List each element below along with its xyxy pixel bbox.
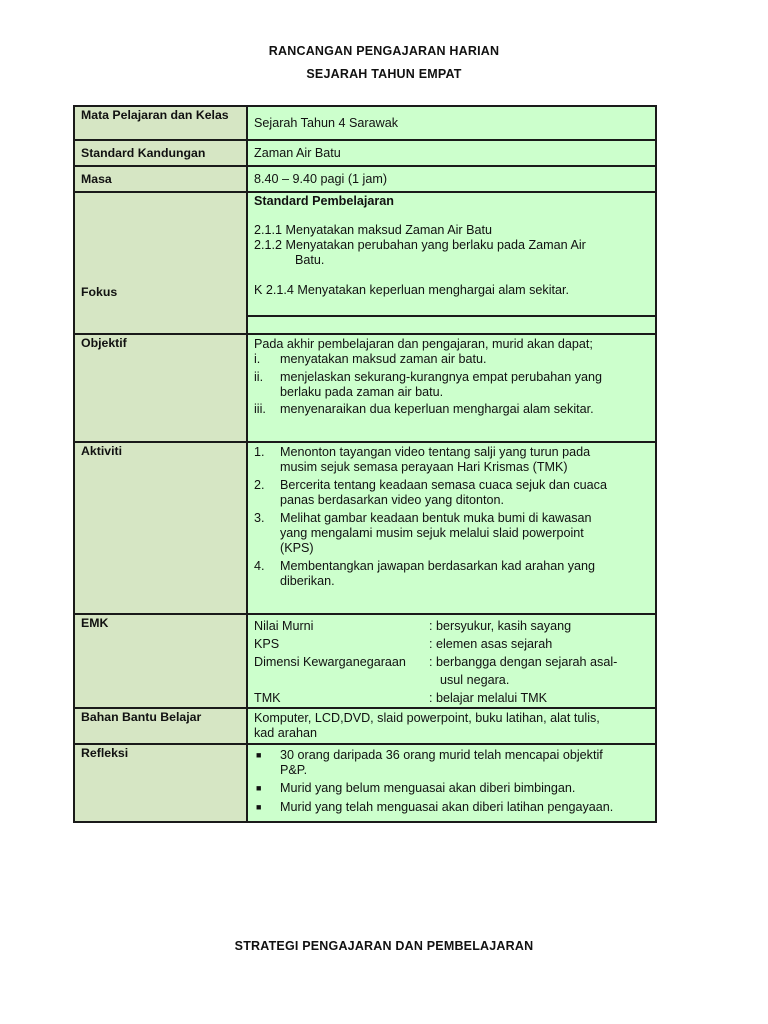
label-emk [74, 614, 247, 708]
refleksi-3-line-1: Murid yang telah menguasai akan diberi latihan pengayaan. [280, 800, 614, 814]
aktiviti-3-line-3: (KPS) [280, 541, 314, 555]
value-emk [247, 614, 656, 708]
aktiviti-marker-2: 2. [254, 478, 265, 492]
aktiviti-item-2 [254, 478, 649, 508]
aktiviti-marker-3: 3. [254, 511, 265, 525]
objektif-text-1: menyatakan maksud zaman air batu. [280, 352, 487, 366]
bahan-line-1: Komputer, LCD,DVD, slaid powerpoint, buku latihan, alat tulis, [254, 711, 600, 725]
aktiviti-1-line-2: musim sejuk semasa perayaan Hari Krismas (TMK) [280, 460, 568, 474]
fokus-k-item: K 2.1.4 Menyatakan keperluan menghargai alam sekitar. [254, 283, 570, 297]
aktiviti-marker-4: 4. [254, 559, 265, 573]
fokus-label-text: Fokus [81, 285, 118, 299]
row-bahan-bantu [74, 708, 656, 744]
aktiviti-4-line-1: Membentangkan jawapan berdasarkan kad arahan yang [280, 559, 596, 573]
emk-label-text: EMK [81, 616, 109, 630]
aktiviti-item-3 [254, 511, 649, 556]
refleksi-label-text: Refleksi [81, 746, 129, 760]
row-fokus [74, 192, 656, 334]
emk-dimensi-value: : berbangga dengan sejarah asal- [429, 655, 618, 669]
row-objektif [74, 334, 656, 442]
fokus-item-2-cont: Batu. [295, 253, 325, 267]
mata-value-text: Sejarah Tahun 4 Sarawak [254, 115, 398, 130]
emk-nilai-key: Nilai Murni [254, 619, 314, 633]
row-refleksi [74, 744, 656, 822]
row-standard-kandungan [74, 140, 656, 166]
fokus-heading: Standard Pembelajaran [254, 194, 394, 208]
fokus-item-1: 2.1.1 Menyatakan maksud Zaman Air Batu [254, 223, 493, 237]
page-subtitle: SEJARAH TAHUN EMPAT [306, 67, 462, 81]
aktiviti-item-1 [254, 445, 649, 475]
emk-nilai-murni [254, 617, 649, 635]
objektif-intro: Pada akhir pembelajaran dan pengajaran, murid akan dapat; [254, 337, 593, 351]
row-masa [74, 166, 656, 192]
emk-kps-value: : elemen asas sejarah [429, 637, 553, 651]
value-bahan-bantu [247, 708, 656, 744]
fokus-divider [248, 315, 655, 332]
label-standard-kandungan [74, 140, 247, 166]
bahan-line-2: kad arahan [254, 726, 318, 740]
label-fokus [74, 192, 247, 334]
page-title: RANCANGAN PENGAJARAN HARIAN [268, 44, 500, 58]
objektif-marker-2: ii. [254, 370, 264, 384]
aktiviti-4-line-2: diberikan. [280, 574, 335, 588]
label-bahan-bantu [74, 708, 247, 744]
label-refleksi [74, 744, 247, 822]
refleksi-item-2 [254, 781, 649, 796]
emk-dimensi-cont-text: usul negara. [440, 673, 510, 687]
square-bullet-icon: ■ [256, 750, 262, 760]
emk-kps [254, 635, 649, 653]
row-emk [74, 614, 656, 708]
emk-nilai-value: : bersyukur, kasih sayang [429, 619, 572, 633]
refleksi-item-3 [254, 800, 649, 815]
value-aktiviti [247, 442, 656, 614]
objektif-item-3 [254, 402, 649, 417]
label-objektif [74, 334, 247, 442]
value-fokus [247, 192, 656, 334]
aktiviti-3-line-2: yang mengalami musim sejuk melalui slaid powerpoint [280, 526, 584, 540]
value-standard-kandungan [247, 140, 656, 166]
aktiviti-3-line-1: Melihat gambar keadaan bentuk muka bumi di kawasan [280, 511, 592, 525]
aktiviti-2-line-2: panas berdasarkan video yang ditonton. [280, 493, 505, 507]
row-mata-pelajaran [74, 106, 656, 140]
masa-value-text: 8.40 – 9.40 pagi (1 jam) [254, 171, 388, 186]
value-mata-pelajaran [247, 106, 656, 140]
objektif-marker-1: i. [254, 352, 261, 366]
aktiviti-1-line-1: Menonton tayangan video tentang salji yang turun pada [280, 445, 591, 459]
row-aktiviti [74, 442, 656, 614]
emk-tmk [254, 689, 649, 707]
aktiviti-marker-1: 1. [254, 445, 265, 459]
objektif-text-2a: menjelaskan sekurang-kurangnya empat perubahan yang [280, 370, 603, 384]
objektif-item-2 [254, 370, 649, 400]
refleksi-1-line-1: 30 orang daripada 36 orang murid telah mencapai objektif [280, 748, 603, 762]
aktiviti-item-4 [254, 559, 649, 589]
label-mata-pelajaran: Mata Pelajaran dan Kelas [74, 106, 247, 140]
masa-label-text: Masa [81, 172, 112, 186]
refleksi-item-1 [254, 748, 649, 778]
section-heading-strategi: STRATEGI PENGAJARAN DAN PEMBELAJARAN [234, 939, 534, 953]
standard-kandungan-value-text: Zaman Air Batu [254, 145, 341, 160]
aktiviti-2-line-1: Bercerita tentang keadaan semasa cuaca sejuk dan cuaca [280, 478, 607, 492]
objektif-marker-3: iii. [254, 402, 266, 416]
fokus-item-2: 2.1.2 Menyatakan perubahan yang berlaku pada Zaman Air [254, 238, 586, 252]
square-bullet-icon: ■ [256, 802, 262, 812]
square-bullet-icon: ■ [256, 783, 262, 793]
bahan-label-text: Bahan Bantu Belajar [81, 710, 202, 724]
standard-kandungan-label-text: Standard Kandungan [81, 146, 206, 160]
emk-kps-key: KPS [254, 637, 280, 651]
objektif-label-text: Objektif [81, 336, 127, 350]
value-refleksi [247, 744, 656, 822]
lesson-plan-table [73, 105, 657, 823]
emk-dimensi-key: Dimensi Kewarganegaraan [254, 655, 406, 669]
aktiviti-label-text: Aktiviti [81, 444, 122, 458]
value-masa [247, 166, 656, 192]
emk-tmk-value: : belajar melalui TMK [429, 691, 548, 705]
refleksi-2-line-1: Murid yang belum menguasai akan diberi bimbingan. [280, 781, 576, 795]
objektif-text-3: menyenaraikan dua keperluan menghargai alam sekitar. [280, 402, 594, 416]
objektif-item-1 [254, 352, 649, 367]
emk-dimensi-cont [254, 671, 649, 689]
emk-tmk-key: TMK [254, 691, 281, 705]
label-aktiviti [74, 442, 247, 614]
objektif-text-2b: berlaku pada zaman air batu. [280, 385, 444, 399]
emk-dimensi [254, 653, 649, 671]
value-objektif [247, 334, 656, 442]
refleksi-1-line-2: P&P. [280, 763, 308, 777]
label-masa [74, 166, 247, 192]
